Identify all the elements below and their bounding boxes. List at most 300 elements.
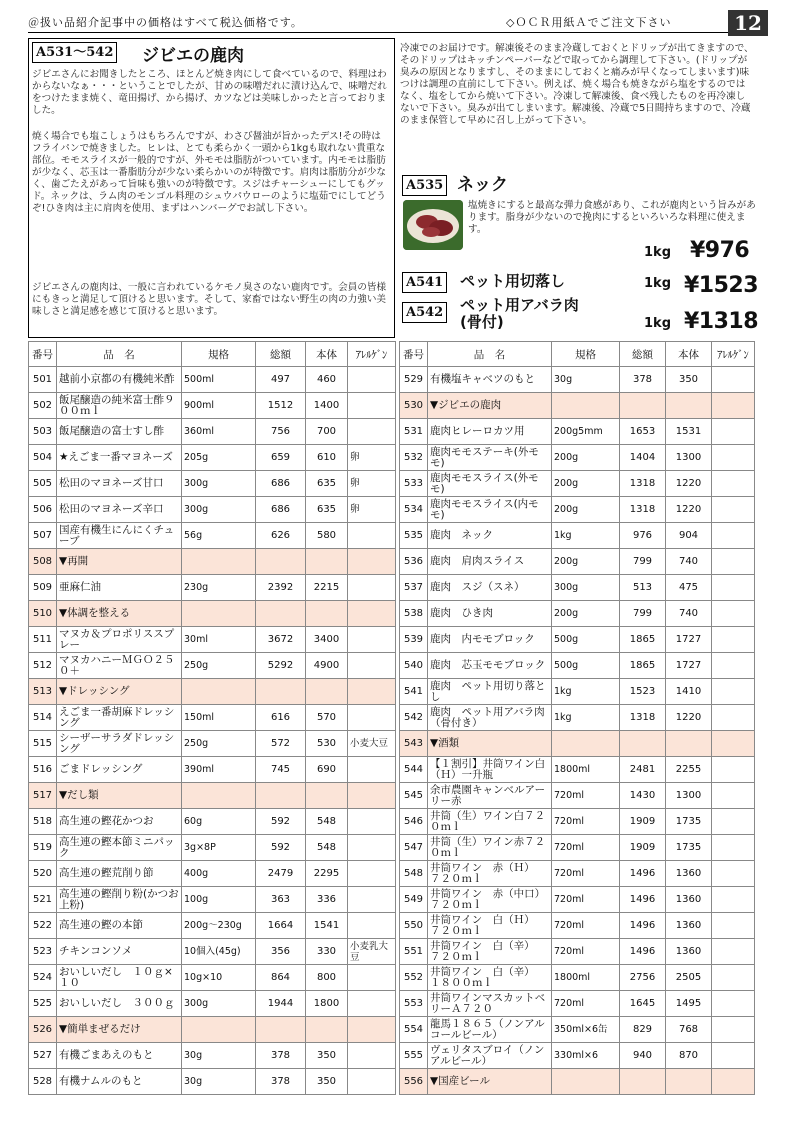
table-row: [29, 757, 396, 783]
item-spec: 300g: [182, 497, 256, 523]
table-row: [29, 419, 396, 445]
table-row: [400, 913, 755, 939]
item-name: 鹿肉 ペット用アバラ肉（骨付き）: [428, 705, 552, 731]
category-row: [400, 393, 755, 419]
item-spec: 150ml: [182, 705, 256, 731]
item-total-price: 2479: [256, 861, 306, 887]
item-spec: 250g: [182, 731, 256, 757]
item-number: 539: [400, 627, 428, 653]
item-name: シーザーサラダドレッシング: [57, 731, 182, 757]
item-base-price: 548: [306, 809, 348, 835]
item-name: 鹿肉モモステーキ(外モモ): [428, 445, 552, 471]
item-base-price: 330: [306, 939, 348, 965]
item-spec: 250g: [182, 653, 256, 679]
empty-cell: [348, 601, 396, 627]
empty-cell: [306, 601, 348, 627]
item-total-price: 686: [256, 471, 306, 497]
item-spec: 720ml: [552, 939, 620, 965]
item-name: 鹿肉モモスライス(内モモ): [428, 497, 552, 523]
empty-cell: [666, 731, 712, 757]
item-name: 高生連の鰹花かつお: [57, 809, 182, 835]
item-total-price: 829: [620, 1017, 666, 1043]
item-base-price: 580: [306, 523, 348, 549]
item-allergen: [348, 575, 396, 601]
item-spec: 400g: [182, 861, 256, 887]
empty-cell: [666, 1069, 712, 1095]
col-base-header: 本体: [666, 342, 712, 367]
item-number: 537: [400, 575, 428, 601]
item-base-price: 1300: [666, 783, 712, 809]
empty-cell: [256, 1017, 306, 1043]
item-allergen: [712, 445, 755, 471]
category-row: [400, 731, 755, 757]
item-base-price: 475: [666, 575, 712, 601]
item-spec: 1kg: [552, 523, 620, 549]
empty-cell: [306, 549, 348, 575]
item-total-price: 799: [620, 601, 666, 627]
item-number: 555: [400, 1043, 428, 1069]
item-spec: 200g: [552, 497, 620, 523]
table-row: [400, 809, 755, 835]
item-base-price: 635: [306, 497, 348, 523]
item-base-price: 350: [666, 367, 712, 393]
item-total-price: 1865: [620, 653, 666, 679]
item-number: 506: [29, 497, 57, 523]
table-row: [29, 523, 396, 549]
item-number: 545: [400, 783, 428, 809]
item-number: 548: [400, 861, 428, 887]
item-base-price: 350: [306, 1069, 348, 1095]
table-row: [29, 939, 396, 965]
item-number: 512: [29, 653, 57, 679]
item-name: 有機ごまあえのもと: [57, 1043, 182, 1069]
item-number: 523: [29, 939, 57, 965]
item-allergen: [712, 1043, 755, 1069]
item-base-price: 1300: [666, 445, 712, 471]
item-allergen: [712, 965, 755, 991]
empty-cell: [256, 549, 306, 575]
item-number: 542: [400, 705, 428, 731]
table-row: [400, 679, 755, 705]
table-row: [29, 731, 396, 757]
storage-notes: 冷凍でのお届けです。解凍後そのまま冷蔵しておくとドリップが出てきますので、そのドリップはキッチンペーパーなどで取ってから調理して下さい。(ドリップが臭みの原因となりますし、そのままにしておくと痛みが早くなってしまいます)味つけは調理の直前にして下さい。例えば、焼く場合も焼きながら塩をするのではなく、塩をしてから焼いて下さい。冷凍して解凍後、食べ残したものを再冷凍しないで下さい。臭みが出てしまいます。解凍後、冷蔵で5日間持ちますので、冷蔵のまま保管して早めに召し上がって下さい。: [400, 43, 754, 126]
item-allergen: [348, 991, 396, 1017]
item-name: 国産有機生にんにくチューブ: [57, 523, 182, 549]
table-row: [400, 757, 755, 783]
item-base-price: 690: [306, 757, 348, 783]
item-spec: 30g: [182, 1069, 256, 1095]
item-number: 501: [29, 367, 57, 393]
item-total-price: 745: [256, 757, 306, 783]
col-allergen-header: ｱﾚﾙｹﾞﾝ: [348, 342, 396, 367]
item-spec: 330ml×6: [552, 1043, 620, 1069]
item-name: 鹿肉 芯玉モモブロック: [428, 653, 552, 679]
item-total-price: 592: [256, 835, 306, 861]
item-total-price: 1430: [620, 783, 666, 809]
item-allergen: [712, 497, 755, 523]
item-number: 518: [29, 809, 57, 835]
item-number: 505: [29, 471, 57, 497]
table-row: [400, 575, 755, 601]
table-row: [400, 367, 755, 393]
item-spec: 390ml: [182, 757, 256, 783]
item-allergen: [712, 861, 755, 887]
item-spec: 720ml: [552, 809, 620, 835]
item-spec: 60g: [182, 809, 256, 835]
item-number: 553: [400, 991, 428, 1017]
item-allergen: [712, 913, 755, 939]
item-number: 517: [29, 783, 57, 809]
col-allergen-header: ｱﾚﾙｹﾞﾝ: [712, 342, 755, 367]
item-name: 鹿肉 肩肉スライス: [428, 549, 552, 575]
table-row: [400, 991, 755, 1017]
empty-cell: [256, 601, 306, 627]
table-row: [400, 965, 755, 991]
col-name-header: 品 名: [428, 342, 552, 367]
table-row: [29, 1069, 396, 1095]
table-row: [29, 575, 396, 601]
table-row: [29, 367, 396, 393]
empty-cell: [666, 393, 712, 419]
item-total-price: 1318: [620, 497, 666, 523]
item-name: おいしいだし １０ｇ×１０: [57, 965, 182, 991]
table-row: [29, 393, 396, 419]
item-total-price: 2481: [620, 757, 666, 783]
table-row: [400, 523, 755, 549]
item-spec: 30ml: [182, 627, 256, 653]
item-spec: 200g: [552, 549, 620, 575]
table-row: [400, 445, 755, 471]
item-base-price: 1220: [666, 497, 712, 523]
item-name: ごまドレッシング: [57, 757, 182, 783]
item-name: 井筒ワイン 赤（中口） ７２０ｍｌ: [428, 887, 552, 913]
item-spec: 500g: [552, 627, 620, 653]
item-name: 井筒ワイン 白（辛） ７２０ｍｌ: [428, 939, 552, 965]
item-base-price: 460: [306, 367, 348, 393]
item-allergen: [712, 939, 755, 965]
table-row: [29, 653, 396, 679]
empty-cell: [182, 679, 256, 705]
item-number: 547: [400, 835, 428, 861]
item-allergen: [348, 393, 396, 419]
item-number: 534: [400, 497, 428, 523]
item-number: 525: [29, 991, 57, 1017]
item-name: 余市農園キャンベルアーリー赤: [428, 783, 552, 809]
item-base-price: 904: [666, 523, 712, 549]
item-spec: 1kg: [552, 705, 620, 731]
item-allergen: 卵: [348, 445, 396, 471]
item-number: 513: [29, 679, 57, 705]
table-row: [400, 497, 755, 523]
item-allergen: [712, 887, 755, 913]
item-number: 510: [29, 601, 57, 627]
item-base-price: 1727: [666, 627, 712, 653]
item-allergen: [348, 861, 396, 887]
item-total-price: 1496: [620, 861, 666, 887]
item-total-price: 1318: [620, 471, 666, 497]
table-row: [400, 1043, 755, 1069]
item-allergen: [348, 419, 396, 445]
item-number: 551: [400, 939, 428, 965]
item-number: 524: [29, 965, 57, 991]
table-row: [400, 705, 755, 731]
item-number: 535: [400, 523, 428, 549]
a541-tag: A541: [402, 272, 447, 293]
item-total-price: 572: [256, 731, 306, 757]
item-spec: 720ml: [552, 887, 620, 913]
item-spec: 720ml: [552, 835, 620, 861]
item-total-price: 1865: [620, 627, 666, 653]
item-spec: 300g: [552, 575, 620, 601]
table-row: [29, 497, 396, 523]
item-base-price: 2215: [306, 575, 348, 601]
col-no-header: 番号: [29, 342, 57, 367]
item-allergen: [712, 835, 755, 861]
item-spec: 300g: [182, 471, 256, 497]
item-number: 503: [29, 419, 57, 445]
item-total-price: 378: [256, 1069, 306, 1095]
item-number: 511: [29, 627, 57, 653]
empty-cell: [182, 549, 256, 575]
item-spec: 205g: [182, 445, 256, 471]
col-total-header: 総額: [620, 342, 666, 367]
table-row: [29, 835, 396, 861]
item-total-price: 686: [256, 497, 306, 523]
item-name: 高生連の鰹削り粉(かつお上粉): [57, 887, 182, 913]
empty-cell: [256, 679, 306, 705]
item-allergen: [348, 1069, 396, 1095]
order-form-note: ◇ＯＣＲ用紙Ａでご注文下さい: [506, 16, 672, 29]
page-number: 12: [728, 10, 768, 36]
item-name: 松田のマヨネーズ甘口: [57, 471, 182, 497]
item-number: 543: [400, 731, 428, 757]
table-header-row: [400, 342, 755, 367]
item-total-price: 1523: [620, 679, 666, 705]
item-base-price: 4900: [306, 653, 348, 679]
item-total-price: 1404: [620, 445, 666, 471]
table-row: [29, 445, 396, 471]
item-spec: 300g: [182, 991, 256, 1017]
item-total-price: 799: [620, 549, 666, 575]
item-total-price: 1909: [620, 835, 666, 861]
item-allergen: 小麦大豆: [348, 731, 396, 757]
item-spec: 1800ml: [552, 757, 620, 783]
item-total-price: 356: [256, 939, 306, 965]
item-base-price: 350: [306, 1043, 348, 1069]
item-spec: 230g: [182, 575, 256, 601]
item-base-price: 1360: [666, 939, 712, 965]
item-total-price: 2392: [256, 575, 306, 601]
item-base-price: 1220: [666, 705, 712, 731]
item-spec: 56g: [182, 523, 256, 549]
item-allergen: [348, 1043, 396, 1069]
item-spec: 100g: [182, 887, 256, 913]
item-total-price: 1944: [256, 991, 306, 1017]
feature-paragraph-2: 焼く場合でも塩こしょうはもちろんですが、わさび醤油が旨かったデス!その時はフライパンで焼きました。ヒレは、とても柔らかく一頭から1kgも取れない貴重な部位。モモスライスが一般的ですが、外モモは脂肪がついています。内モモは脂肪が少なく、芯玉は一番脂肪分が少ない柔らかいのが特徴です。肩肉は脂肪分が少なく、歯ごたえがあって旨味も強いのが特徴です。スジはチャーシューにしてもグッド。ネックは、ラム肉のモンゴル料理のシュウパウローのように塩茹でにしてどうぞ!ひき肉は主に肩肉を使用、まずはハンバーグでお試し下さい。: [32, 131, 387, 214]
product-table-left: [28, 341, 396, 1095]
item-number: 546: [400, 809, 428, 835]
item-name: 井筒ワイン 赤（Ｈ） ７２０ｍｌ: [428, 861, 552, 887]
category-label: ▼ドレッシング: [57, 679, 182, 705]
item-total-price: 497: [256, 367, 306, 393]
col-name-header: 品 名: [57, 342, 182, 367]
item-number: 519: [29, 835, 57, 861]
item-name: 飯尾醸造の純米富士酢９００ｍｌ: [57, 393, 182, 419]
item-spec: 10個入(45g): [182, 939, 256, 965]
item-spec: 900ml: [182, 393, 256, 419]
item-base-price: 1400: [306, 393, 348, 419]
item-number: 536: [400, 549, 428, 575]
item-number: 533: [400, 471, 428, 497]
item-base-price: 740: [666, 601, 712, 627]
empty-cell: [306, 1017, 348, 1043]
item-base-price: 1360: [666, 913, 712, 939]
table-row: [29, 471, 396, 497]
item-base-price: 1495: [666, 991, 712, 1017]
item-base-price: 1410: [666, 679, 712, 705]
item-allergen: [712, 1017, 755, 1043]
item-number: 549: [400, 887, 428, 913]
empty-cell: [306, 679, 348, 705]
empty-cell: [348, 679, 396, 705]
item-allergen: [712, 471, 755, 497]
empty-cell: [348, 783, 396, 809]
category-row: [29, 601, 396, 627]
item-base-price: 336: [306, 887, 348, 913]
item-name: マヌカハニーＭＧＯ２５０＋: [57, 653, 182, 679]
table-row: [29, 1043, 396, 1069]
item-number: 508: [29, 549, 57, 575]
item-spec: 500ml: [182, 367, 256, 393]
neck-unit: 1kg: [644, 245, 671, 260]
item-spec: 200g5mm: [552, 419, 620, 445]
item-total-price: 1909: [620, 809, 666, 835]
item-spec: 30g: [552, 367, 620, 393]
item-allergen: [348, 835, 396, 861]
item-name: ヴェリタスブロイ（ノンアルビール）: [428, 1043, 552, 1069]
item-name: ★えごま一番マヨネーズ: [57, 445, 182, 471]
item-total-price: 378: [256, 1043, 306, 1069]
item-name: おいしいだし ３００ｇ: [57, 991, 182, 1017]
item-number: 514: [29, 705, 57, 731]
item-number: 552: [400, 965, 428, 991]
item-allergen: [712, 419, 755, 445]
a541-price: ¥1523: [684, 273, 759, 298]
item-allergen: [712, 757, 755, 783]
empty-cell: [620, 731, 666, 757]
item-spec: 200g～230g: [182, 913, 256, 939]
item-name: 井筒（生）ワイン赤７２０ｍｌ: [428, 835, 552, 861]
empty-cell: [620, 393, 666, 419]
item-spec: 200g: [552, 601, 620, 627]
item-number: 502: [29, 393, 57, 419]
item-allergen: [348, 653, 396, 679]
item-base-price: 1735: [666, 835, 712, 861]
item-number: 530: [400, 393, 428, 419]
category-row: [29, 679, 396, 705]
item-allergen: [348, 965, 396, 991]
venison-photo: [403, 200, 463, 250]
item-name: 鹿肉ヒレーロカツ用: [428, 419, 552, 445]
item-total-price: 1653: [620, 419, 666, 445]
item-spec: 720ml: [552, 991, 620, 1017]
table-row: [400, 653, 755, 679]
item-total-price: 1496: [620, 939, 666, 965]
category-label: ▼だし類: [57, 783, 182, 809]
category-label: ▼酒類: [428, 731, 552, 757]
item-total-price: 5292: [256, 653, 306, 679]
empty-cell: [306, 783, 348, 809]
item-number: 520: [29, 861, 57, 887]
item-allergen: [712, 549, 755, 575]
item-allergen: 卵: [348, 471, 396, 497]
item-allergen: [348, 627, 396, 653]
table-row: [400, 861, 755, 887]
item-name: 有機ナムルのもと: [57, 1069, 182, 1095]
item-total-price: 1512: [256, 393, 306, 419]
item-name: 龍馬１８６５（ノンアルコールビール）: [428, 1017, 552, 1043]
item-name: 高生連の鰹荒削り節: [57, 861, 182, 887]
item-name: 高生連の鰹の本節: [57, 913, 182, 939]
item-name: 鹿肉 内モモブロック: [428, 627, 552, 653]
item-allergen: [712, 523, 755, 549]
a542-title-line1: ペット用アバラ肉: [460, 296, 579, 314]
item-range-tag: A531～542: [32, 42, 117, 63]
item-base-price: 1531: [666, 419, 712, 445]
item-number: 509: [29, 575, 57, 601]
item-allergen: [712, 627, 755, 653]
item-spec: 1kg: [552, 679, 620, 705]
neck-title: ネック: [457, 175, 508, 195]
item-spec: 350ml×6缶: [552, 1017, 620, 1043]
neck-price: ¥976: [690, 238, 750, 263]
a542-title-line2: (骨付): [460, 313, 504, 331]
empty-cell: [348, 549, 396, 575]
item-total-price: 2756: [620, 965, 666, 991]
item-spec: 200g: [552, 471, 620, 497]
item-number: 554: [400, 1017, 428, 1043]
item-allergen: 小麦乳大豆: [348, 939, 396, 965]
item-allergen: [712, 783, 755, 809]
category-row: [29, 783, 396, 809]
neck-description: 塩焼きにすると最高な弾力食感があり、これが鹿肉という旨みがあります。脂身が少ないので挽肉にするといろいろな料理に使えます。: [468, 200, 756, 235]
item-allergen: [348, 367, 396, 393]
empty-cell: [552, 1069, 620, 1095]
category-label: ▼再開: [57, 549, 182, 575]
item-total-price: 1664: [256, 913, 306, 939]
table-row: [29, 991, 396, 1017]
item-number: 529: [400, 367, 428, 393]
category-label: ▼ジビエの鹿肉: [428, 393, 552, 419]
item-number: 504: [29, 445, 57, 471]
item-total-price: 864: [256, 965, 306, 991]
col-base-header: 本体: [306, 342, 348, 367]
table-row: [400, 1017, 755, 1043]
item-base-price: 740: [666, 549, 712, 575]
empty-cell: [348, 1017, 396, 1043]
item-spec: 10g×10: [182, 965, 256, 991]
empty-cell: [712, 393, 755, 419]
empty-cell: [552, 731, 620, 757]
tax-note: ＠扱い品紹介記事中の価格はすべて税込価格です。: [28, 16, 303, 29]
item-number: 516: [29, 757, 57, 783]
item-number: 538: [400, 601, 428, 627]
table-row: [29, 809, 396, 835]
item-number: 540: [400, 653, 428, 679]
item-base-price: 768: [666, 1017, 712, 1043]
table-row: [400, 835, 755, 861]
item-allergen: [712, 679, 755, 705]
